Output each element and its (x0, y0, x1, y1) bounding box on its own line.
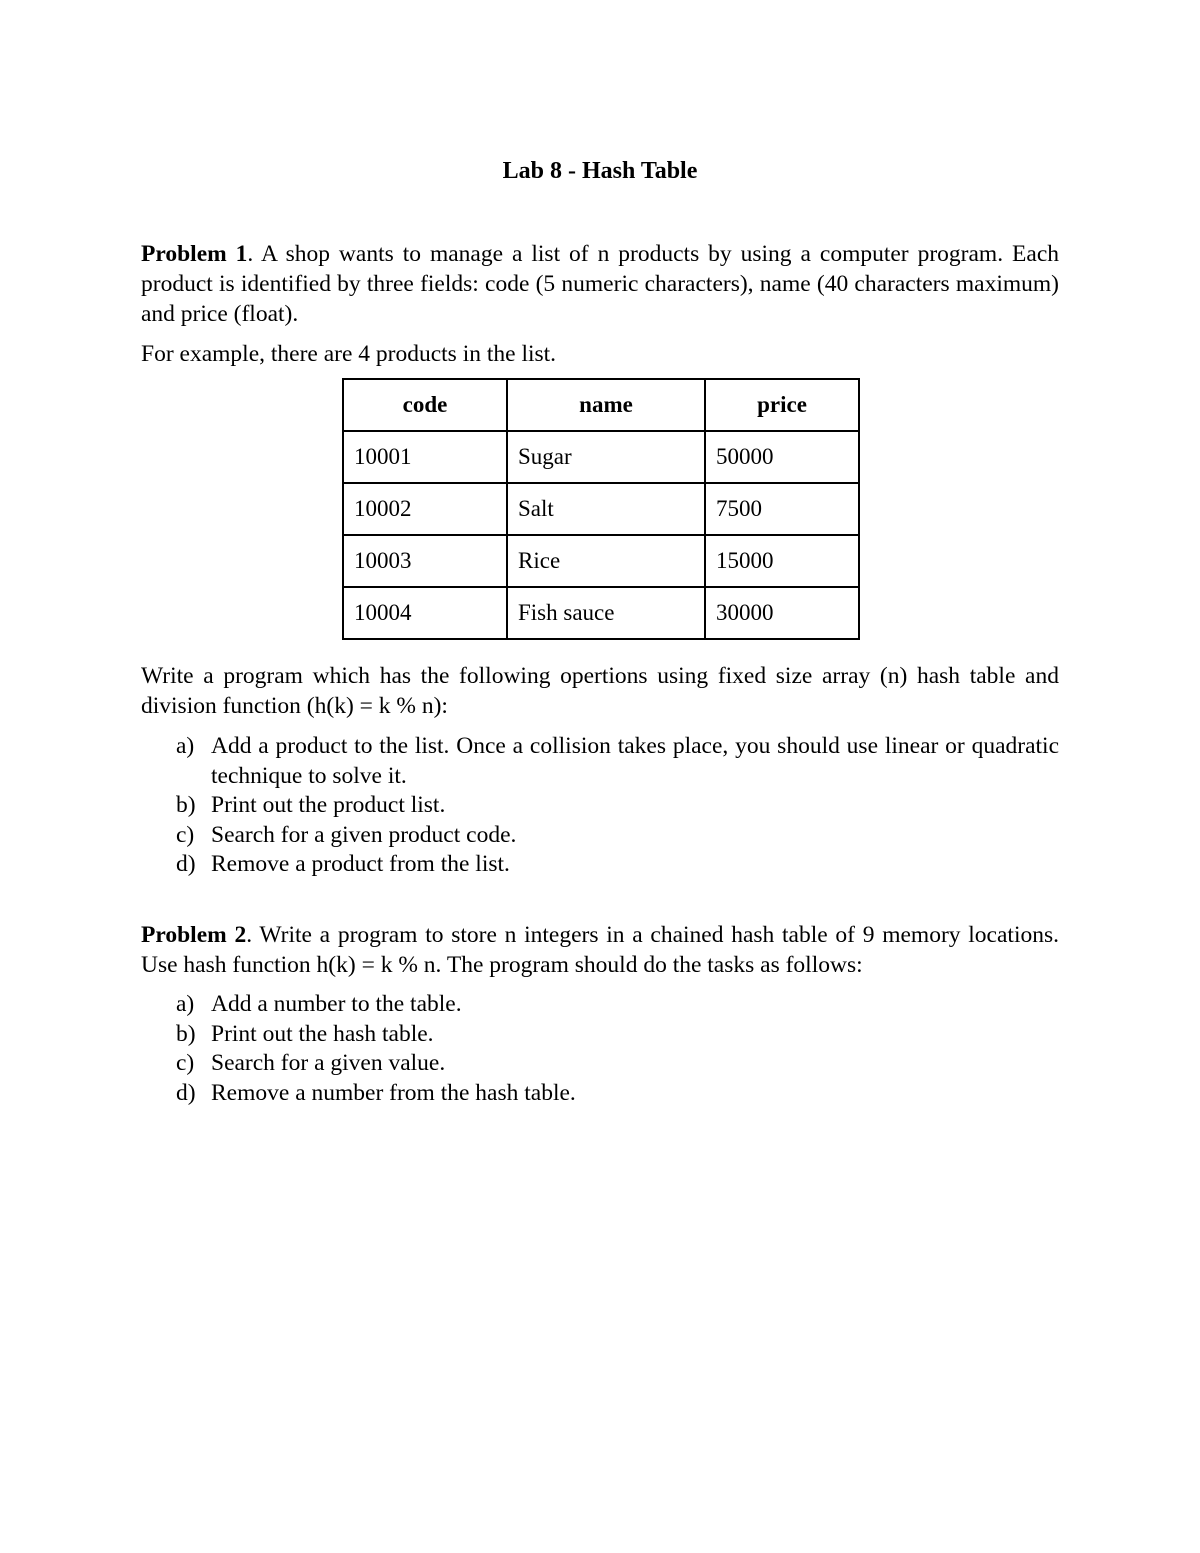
list-item (141, 850, 1059, 880)
list-item (141, 821, 1059, 851)
table-cell-name: Salt (507, 483, 705, 535)
table-header-code: code (343, 379, 507, 431)
list-item (141, 1049, 1059, 1079)
table-header-row (343, 379, 859, 431)
table-cell-code: 10001 (343, 431, 507, 483)
list-item-text: Search for a given value. (211, 1050, 446, 1076)
list-item-text: Search for a given product code. (211, 821, 517, 848)
table-cell-name: Rice (507, 535, 705, 587)
list-item-text: Print out the product list. (211, 792, 446, 818)
list-item-text: Remove a product from the list. (211, 851, 510, 877)
list-item (141, 1020, 1059, 1050)
table-cell-code: 10004 (343, 587, 507, 639)
table-cell-price: 30000 (705, 587, 859, 639)
table-row (343, 431, 859, 483)
table-header-name: name (507, 379, 705, 431)
list-item-text: Print out the hash table. (211, 1020, 434, 1047)
table-row (343, 587, 859, 639)
problem1-example: For example, there are 4 products in the list. (141, 341, 557, 367)
problem1-intro (141, 239, 1059, 329)
table-cell-code: 10002 (343, 483, 507, 535)
problem1-operations-list (141, 732, 1059, 880)
problem2-intro (141, 920, 1059, 980)
table-cell-price: 15000 (705, 535, 859, 587)
list-marker: b) (176, 1020, 196, 1047)
list-item-text: Add a product to the list. Once a collision takes place, you should use linear or quadratic technique to solve it. (211, 733, 1059, 789)
list-marker: d) (176, 851, 196, 877)
problem2-intro-text: . Write a program to store n integers in a chained hash table of 9 memory locations. Use hash function h(k) = k % n. The program should do the tasks as follows: (141, 922, 1059, 978)
table-row (343, 483, 859, 535)
problem1-intro-text: . A shop wants to manage a list of n products by using a computer program. Each product is identified by three fields: code (5 numeric characters), name (40 characters maximum) and price (float). (141, 241, 1059, 327)
document-title: Lab 8 - Hash Table (502, 158, 698, 184)
problem2-label: Problem 2 (141, 922, 247, 948)
list-marker: c) (176, 1050, 195, 1076)
problem1-task: Write a program which has the following opertions using fixed size array (n) hash table and division function (h(k) = k % n): (141, 663, 1059, 719)
list-item (141, 791, 1059, 821)
list-marker: d) (176, 1079, 196, 1106)
list-marker: a) (176, 991, 195, 1017)
table-cell-name: Sugar (507, 431, 705, 483)
problem2-tasks-list (141, 990, 1059, 1108)
list-marker: a) (176, 733, 195, 759)
list-item (141, 732, 1059, 791)
product-table (342, 378, 860, 640)
problem1-label: Problem 1 (141, 241, 248, 267)
list-item (141, 990, 1059, 1020)
list-item (141, 1079, 1059, 1109)
table-cell-code: 10003 (343, 535, 507, 587)
list-marker: b) (176, 792, 196, 818)
table-row (343, 535, 859, 587)
list-marker: c) (176, 821, 195, 848)
list-item-text: Remove a number from the hash table. (211, 1079, 576, 1106)
table-cell-name: Fish sauce (507, 587, 705, 639)
table-header-price: price (705, 379, 859, 431)
table-cell-price: 50000 (705, 431, 859, 483)
table-cell-price: 7500 (705, 483, 859, 535)
list-item-text: Add a number to the table. (211, 991, 462, 1017)
